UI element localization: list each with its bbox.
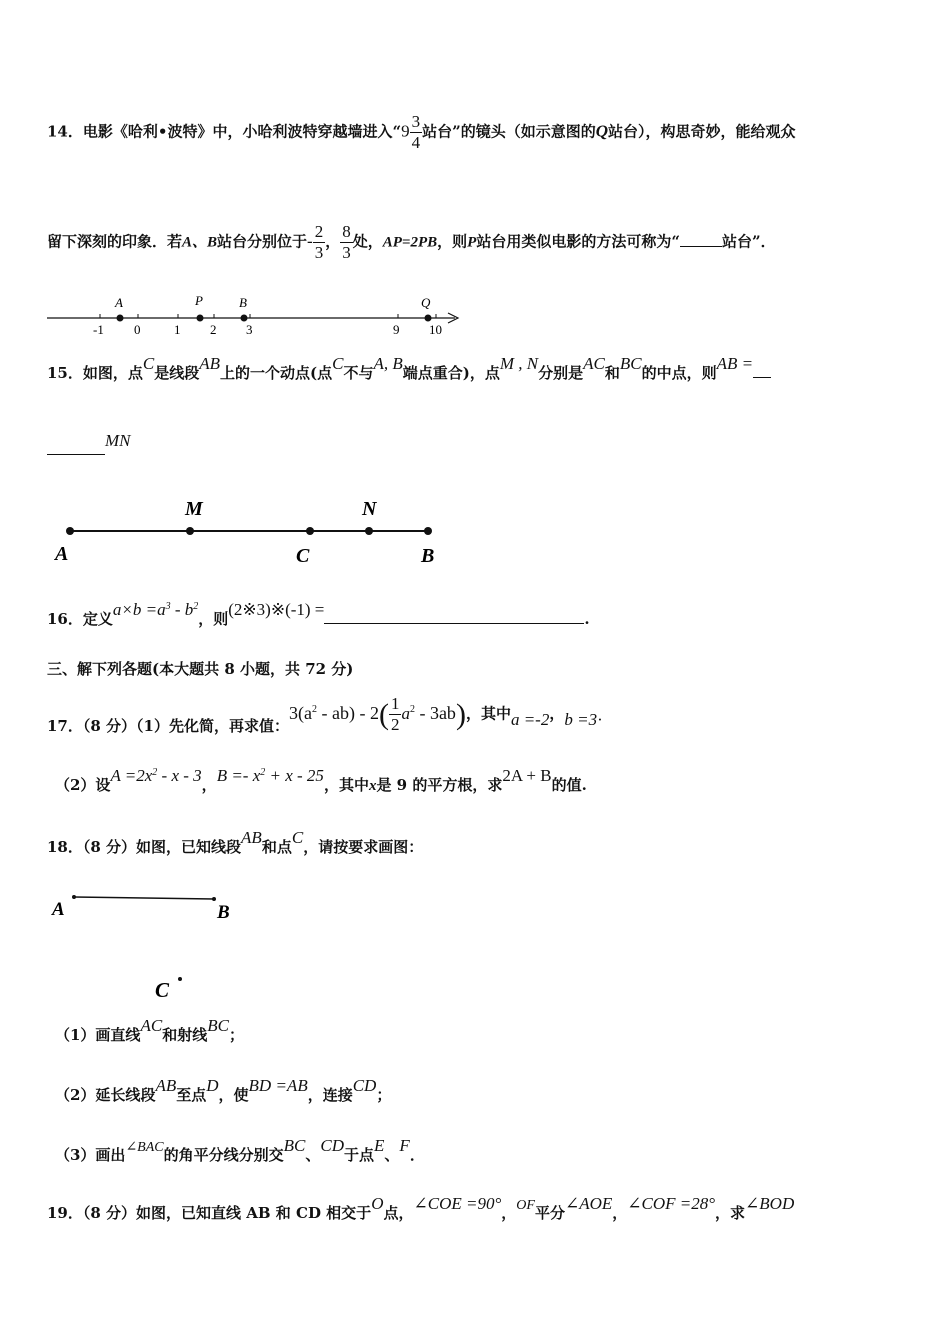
q18-s1-bc: BC xyxy=(207,1016,229,1035)
q15-text-5: 端点重合)，点 xyxy=(402,364,500,382)
q18-c: C xyxy=(291,828,304,847)
q14-fraction-2: $\frac{8}{3}$ xyxy=(342,222,351,262)
q18-s1-text-3: ； xyxy=(228,1026,244,1044)
q15-ab1: AB xyxy=(199,354,221,373)
q15-text-4: 不与 xyxy=(343,364,374,382)
q18-s3-text-2: 的角平分线分别交 xyxy=(163,1146,284,1164)
fig-label-b: B xyxy=(421,545,435,567)
q17-expression: $3(a^2 - ab) - 2$( $\frac{1}{2}$ $a^2 - 3ab$) xyxy=(288,694,466,734)
section-3-heading: 三、解下列各题(本大题共 8 小题，共 72 分) xyxy=(47,660,354,678)
q18-s2-ab: AB xyxy=(155,1076,177,1095)
number-line-tick-marks xyxy=(100,314,436,318)
q19-of: OF xyxy=(516,1198,535,1213)
q19-line1 xyxy=(47,1194,795,1223)
label-q: Q xyxy=(421,295,431,310)
q16-text-2: ，则 xyxy=(198,610,229,628)
q18-s3-bc: BC xyxy=(283,1136,306,1155)
q14-text-c: 站台），构思奇妙，能给观众 xyxy=(608,122,796,141)
tick-label-9: 9 xyxy=(393,322,400,337)
fig18-label-b: B xyxy=(217,902,230,923)
q17-text-2: ，其中 xyxy=(465,704,511,723)
q18-s2-text-5: ； xyxy=(376,1086,392,1104)
dot-a-q18 xyxy=(72,895,76,899)
q14-q-letter: Q xyxy=(595,121,609,141)
tick-label-1: 1 xyxy=(174,322,181,337)
q19-sep1: ， xyxy=(501,1204,517,1222)
q17-part2-text-4: 的值. xyxy=(551,776,587,794)
q18-text-2: 和点 xyxy=(261,838,292,856)
q14-ab-letters: A、B xyxy=(182,234,218,251)
q15-ac: AC xyxy=(583,354,605,373)
q19-angle-coe: ∠COE =90° xyxy=(413,1194,502,1213)
q18-s3-end: ． xyxy=(409,1146,425,1164)
dot-m xyxy=(186,527,194,535)
q19-angle-aoe: ∠AOE xyxy=(564,1194,613,1213)
dot-c-q18 xyxy=(178,977,182,981)
q16-text-1: 16．定义 xyxy=(47,610,113,628)
q15-eq: AB = xyxy=(716,354,754,373)
tick-label-10: 10 xyxy=(429,322,442,337)
q19-angle-cof: ∠COF =28° xyxy=(627,1194,716,1213)
fig-label-n: N xyxy=(362,498,377,520)
number-line-arrow xyxy=(448,313,458,323)
q14-text-b: 站台”的镜头（如示意图的 xyxy=(422,122,596,141)
q17-line2 xyxy=(55,766,587,795)
q19-o: O xyxy=(371,1194,384,1213)
q17-target: 2A + B xyxy=(502,766,552,785)
q17-a-expr: $A =2x^2 - x - 3$ xyxy=(110,766,202,785)
q14-line1 xyxy=(47,112,796,153)
tick-label-0: 0 xyxy=(134,322,141,337)
q18-s2-text-4: ，连接 xyxy=(307,1086,353,1104)
q15-mn1: M , N xyxy=(499,354,539,373)
q18-s2-eq: BD =AB xyxy=(248,1076,308,1095)
q18-text-1: 18．（8 分）如图，已知线段 xyxy=(47,838,242,856)
q15-text-2: 是线段 xyxy=(154,364,200,382)
q18-s1-ac: AC xyxy=(140,1016,163,1035)
q14-neg: - xyxy=(307,231,313,251)
q14-text-d: 留下深刻的印象．若 xyxy=(47,232,183,251)
fig18-label-a: A xyxy=(52,899,65,920)
label-b: B xyxy=(239,295,247,310)
dot-n xyxy=(365,527,373,535)
q18-s2-text-3: ，使 xyxy=(218,1086,249,1104)
q18-s3-f: F xyxy=(399,1136,410,1155)
q14-text-f: 处， xyxy=(352,232,383,251)
q14-fraction-1: $\frac{2}{3}$ xyxy=(314,222,324,262)
q19-text-4: ，求 xyxy=(715,1204,746,1222)
q14-text-h: 站台用类似电影的方法可称为“ xyxy=(476,232,680,251)
q19-angle-bod: ∠BOD xyxy=(745,1194,795,1213)
fig-label-c: C xyxy=(296,545,310,567)
q18-s3-angle: ∠BAC xyxy=(125,1140,164,1155)
q19-sep2: ， xyxy=(612,1204,628,1222)
q17-part2-text-1: （2）设 xyxy=(55,776,111,794)
q16-line xyxy=(47,600,590,629)
q15-answer-blank[interactable] xyxy=(47,454,105,455)
q17-x-letter: x xyxy=(368,778,377,794)
q18-s3-cd: CD xyxy=(320,1136,344,1155)
q18-s2-d: D xyxy=(206,1076,219,1095)
q17-text-1: 17．（8 分）（1）先化简，再求值： xyxy=(47,716,289,735)
q14-text-a: 14．电影《哈利•波特》中，小哈利波特穿越墙进入“ xyxy=(47,122,402,141)
point-b-dot xyxy=(241,315,248,322)
q15-text-6: 分别是 xyxy=(538,364,584,382)
q15-text-8: 的中点，则 xyxy=(641,364,717,382)
q14-line2 xyxy=(47,222,776,263)
point-q-dot xyxy=(425,315,432,322)
label-p: P xyxy=(195,293,203,308)
label-a: A xyxy=(115,295,123,310)
q18-step3 xyxy=(55,1136,425,1165)
q18-step2 xyxy=(55,1076,392,1105)
q17-sep: ， xyxy=(549,704,565,723)
q17-b-expr: $B =- x^2 + x - 25$ xyxy=(216,766,324,785)
tick-label-3: 3 xyxy=(246,322,253,337)
dot-c xyxy=(306,527,314,535)
q16-definition: $a\times b =a^3 - b^2$ xyxy=(112,600,199,619)
q14-text-e: 站台分别位于 xyxy=(217,232,308,251)
q18-s2-cd: CD xyxy=(352,1076,377,1095)
q17-part2-text-3: 是 9 的平方根，求 xyxy=(376,776,503,794)
dot-b-q18 xyxy=(212,897,216,901)
q18-s3-text-1: （3）画出 xyxy=(55,1146,126,1164)
q18-ab: AB xyxy=(241,828,262,847)
q16-end: . xyxy=(584,610,590,628)
fig18-label-c: C xyxy=(155,978,170,1002)
q18-s3-sep: 、 xyxy=(305,1146,321,1164)
q15-text-3: 上的一个动点(点 xyxy=(220,364,333,382)
point-a-dot xyxy=(117,315,124,322)
tick-label-2: 2 xyxy=(210,322,217,337)
fig-label-a: A xyxy=(55,543,69,565)
q18-s3-e: E xyxy=(374,1136,385,1155)
q17-part2-text-2: ，其中 xyxy=(323,776,369,794)
q14-mixed-whole: 9 xyxy=(401,121,410,141)
q14-mixed-fraction: $\frac{3}{4}$ xyxy=(411,112,421,152)
q18-s1-text-2: 和射线 xyxy=(162,1026,208,1044)
q15-line1 xyxy=(47,354,771,383)
q18-s2-text-1: （2）延长线段 xyxy=(55,1086,156,1104)
q17-part2-sep: ， xyxy=(201,776,217,794)
q15-text-7: 和 xyxy=(604,364,620,382)
q17-line1 xyxy=(47,694,603,735)
q17-a-value: a =-2 xyxy=(510,709,550,729)
q14-comma: ， xyxy=(325,232,341,251)
fig-label-m: M xyxy=(185,498,203,520)
q19-text-2: 点， xyxy=(383,1204,414,1222)
dot-b xyxy=(424,527,432,535)
q18-line1 xyxy=(47,828,424,857)
q16-answer-blank[interactable] xyxy=(324,623,584,624)
tick-label-neg1: -1 xyxy=(93,322,104,337)
q18-text-3: ，请按要求画图： xyxy=(303,838,424,856)
q15-text-1: 15．如图，点 xyxy=(47,364,143,382)
q16-expression: (2※3)※(-1) = xyxy=(228,600,325,619)
q14-text-g: ，则 xyxy=(437,232,468,251)
q15-mn2: MN xyxy=(105,431,131,450)
q15-blank-start[interactable] xyxy=(753,377,771,378)
q18-s1-text-1: （1）画直线 xyxy=(55,1026,141,1044)
segment-ab-q18 xyxy=(74,897,214,899)
q19-text-1: 19．（8 分）如图，已知直线 AB 和 CD 相交于 xyxy=(47,1204,372,1222)
q14-condition: AP=2PB xyxy=(382,234,438,251)
point-p-dot xyxy=(197,315,204,322)
q18-s3-text-3: 于点 xyxy=(344,1146,375,1164)
dot-a xyxy=(66,527,74,535)
q19-text-3: 平分 xyxy=(534,1204,565,1222)
q17-b-value: b =3 xyxy=(564,709,598,729)
q15-ab2: A, B xyxy=(373,354,403,373)
q14-text-i: 站台”． xyxy=(721,232,776,251)
q18-s3-sep2: 、 xyxy=(384,1146,400,1164)
q15-bc: BC xyxy=(619,354,642,373)
q15-line2 xyxy=(47,431,131,460)
q15-c2: C xyxy=(332,354,344,373)
q15-c1: C xyxy=(142,354,155,373)
q14-answer-blank[interactable] xyxy=(680,246,722,247)
q18-step1 xyxy=(55,1016,244,1045)
q14-p-letter: P xyxy=(467,234,477,251)
q18-s2-text-2: 至点 xyxy=(176,1086,207,1104)
q17-dot: · xyxy=(597,709,603,729)
